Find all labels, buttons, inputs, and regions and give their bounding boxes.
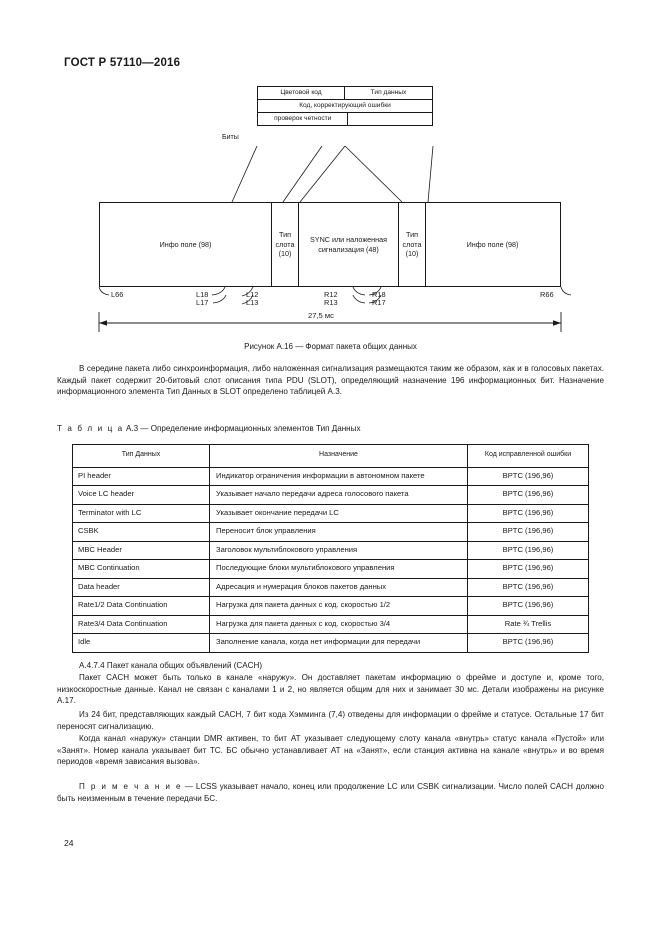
- table-title-rest: А.3 — Определение информационных элементов Тип Данных: [126, 424, 361, 433]
- cell-error-code: BPTC (196,96): [468, 541, 589, 560]
- cell-error-code: BPTC (196,96): [468, 597, 589, 616]
- bits-label: Биты: [222, 134, 239, 141]
- paragraph-cach-desc: Пакет CACH может быть только в канале «наружу». Он доставляет пакетам информацию о фрейме и доступе и, кроме того, низкоскоростные данные. Канал не связан с каналами 1 и 2, но является общим для них и занимает 30 мс. Детали изображены на рисунке А.17.: [57, 673, 604, 706]
- figure-a16: [0, 84, 661, 354]
- cell-data-type: Idle: [73, 634, 210, 653]
- note-label: П р и м е ч а н и е: [79, 782, 183, 791]
- cell-data-type: Rate1/2 Data Continuation: [73, 597, 210, 616]
- cell-data-type: MBC Header: [73, 541, 210, 560]
- cell-purpose: Нагрузка для пакета данных с код. скоростью 3/4: [210, 615, 468, 634]
- table-row: [73, 634, 589, 653]
- cell-error-code: BPTC (196,96): [468, 467, 589, 486]
- cell-data-type: MBC Continuation: [73, 560, 210, 579]
- table-row: [73, 523, 589, 542]
- tick-r13: R13: [324, 298, 338, 307]
- table-title: [57, 424, 361, 433]
- slot-row-2: [258, 100, 432, 113]
- cell-data-type: Terminator with LC: [73, 504, 210, 523]
- parity-check-cell: проверок четности: [258, 113, 348, 125]
- cell-purpose: Заголовок мультиблокового управления: [210, 541, 468, 560]
- table-row: [73, 504, 589, 523]
- cell-error-code: BPTC (196,96): [468, 486, 589, 505]
- info-field-right: Инфо поле (98): [466, 239, 519, 249]
- table-row: [73, 541, 589, 560]
- col-header-data-type: Тип Данных: [73, 445, 210, 468]
- cell-purpose: Указывает начало передачи адреса голосового пакета: [210, 486, 468, 505]
- cell-error-code: BPTC (196,96): [468, 523, 589, 542]
- cell-data-type: CSBK: [73, 523, 210, 542]
- cell-error-code: BPTC (196,96): [468, 504, 589, 523]
- paragraph-hamming: Из 24 бит, представляющих каждый CACH, 7 бит кода Хэмминга (7,4) отведены для информации о фрейме и статусе. Остальные 17 бит переносят сигнализацию.: [57, 710, 604, 731]
- cell-purpose: Индикатор ограничения информации в автономном пакете: [210, 467, 468, 486]
- cell-purpose: Последующие блоки мультиблокового управления: [210, 560, 468, 579]
- cell-purpose: Адресация и нумерация блоков пакетов данных: [210, 578, 468, 597]
- tick-r66: R66: [540, 290, 554, 299]
- slot-descriptor-box: [257, 86, 433, 126]
- data-type-cell: Тип данных: [370, 88, 407, 96]
- table-header-row: [73, 445, 589, 468]
- slot-type-right: Тип слота (10): [399, 203, 426, 286]
- empty-cell: [348, 113, 432, 125]
- table-row: [73, 578, 589, 597]
- standard-header: ГОСТ Р 57110—2016: [64, 57, 181, 69]
- cell-purpose: Нагрузка для пакета данных с код. скоростью 1/2: [210, 597, 468, 616]
- table-row: [73, 467, 589, 486]
- info-field-left: Инфо поле (98): [100, 203, 272, 286]
- paragraph-intro: В середине пакета либо синхроинформация, либо наложенная сигнализация размещаются таким же образом, как и в голосовых пакетах. Каждый пакет содержит 20-битовый слот описания типа PDU (SLOT), определяющий назначение 196 информационных бит. Назначение информационного элемента Тип Данных в SLOT определено таблицей А.3.: [57, 364, 604, 397]
- burst-diagram: [99, 202, 561, 287]
- tick-l66: L66: [111, 290, 124, 299]
- sync-field: SYNC или наложенная сигнализация (48): [299, 203, 399, 286]
- cell-error-code: Rate ¾ Trellis: [468, 615, 589, 634]
- slot-type-left: Тип слота (10): [272, 203, 299, 286]
- tick-r18: R18: [372, 290, 386, 299]
- cell-data-type: PI header: [73, 467, 210, 486]
- color-code-cell: Цветовой код: [258, 87, 345, 99]
- tick-l13: L13: [246, 298, 259, 307]
- col-header-purpose: Назначение: [210, 445, 468, 468]
- table-row: [73, 560, 589, 579]
- cell-data-type: Voice LC header: [73, 486, 210, 505]
- table-row: [73, 597, 589, 616]
- cell-purpose: Указывает окончание передачи LC: [210, 504, 468, 523]
- table-body: [73, 467, 589, 652]
- table-row: [73, 615, 589, 634]
- col-header-error-code: Код исправленной ошибки: [468, 445, 589, 468]
- tick-l18: L18: [196, 290, 209, 299]
- cell-error-code: BPTC (196,96): [468, 634, 589, 653]
- cell-data-type: Rate3/4 Data Continuation: [73, 615, 210, 634]
- table-title-label: Т а б л и ц а: [57, 424, 124, 433]
- paragraph-cach-heading: А.4.7.4 Пакет канала общих объявлений (CACH): [79, 661, 263, 670]
- cell-purpose: Переносит блок управления: [210, 523, 468, 542]
- page-number: 24: [64, 838, 74, 848]
- burst-duration-label: 27,5 мс: [305, 311, 337, 320]
- note-text: — LCSS указывает начало, конец или продолжение LC или CSBK сигнализации. Число полей CACH должно быть неизменным в течение передачи БС.: [57, 782, 604, 803]
- slot-row-1: [258, 87, 432, 100]
- paragraph-note: [57, 781, 604, 804]
- paragraph-at-bit: Когда канал «наружу» станции DMR активен, то бит АТ указывает следующему слоту канала «внутрь» статус канала «Пустой» или «Занят». Номер канала указывает бит ТС. БС обычно устанавливает АТ на «Занят», если станция активна на канале «внутрь» и во время периодов «время зависания вызова».: [57, 734, 604, 767]
- error-correcting-code-cell: Код, корректирующий ошибки: [299, 101, 391, 109]
- cell-purpose: Заполнение канала, когда нет информации для передачи: [210, 634, 468, 653]
- slot-row-3: [258, 113, 432, 125]
- figure-caption: Рисунок А.16 — Формат пакета общих данных: [244, 342, 417, 351]
- table-row: [73, 486, 589, 505]
- tick-r12: R12: [324, 290, 338, 299]
- cell-error-code: BPTC (196,96): [468, 560, 589, 579]
- cell-data-type: Data header: [73, 578, 210, 597]
- tick-l17: L17: [196, 298, 209, 307]
- tick-l12: L12: [246, 290, 259, 299]
- cell-error-code: BPTC (196,96): [468, 578, 589, 597]
- tick-r17: R17: [372, 298, 386, 307]
- data-type-table: [72, 444, 589, 653]
